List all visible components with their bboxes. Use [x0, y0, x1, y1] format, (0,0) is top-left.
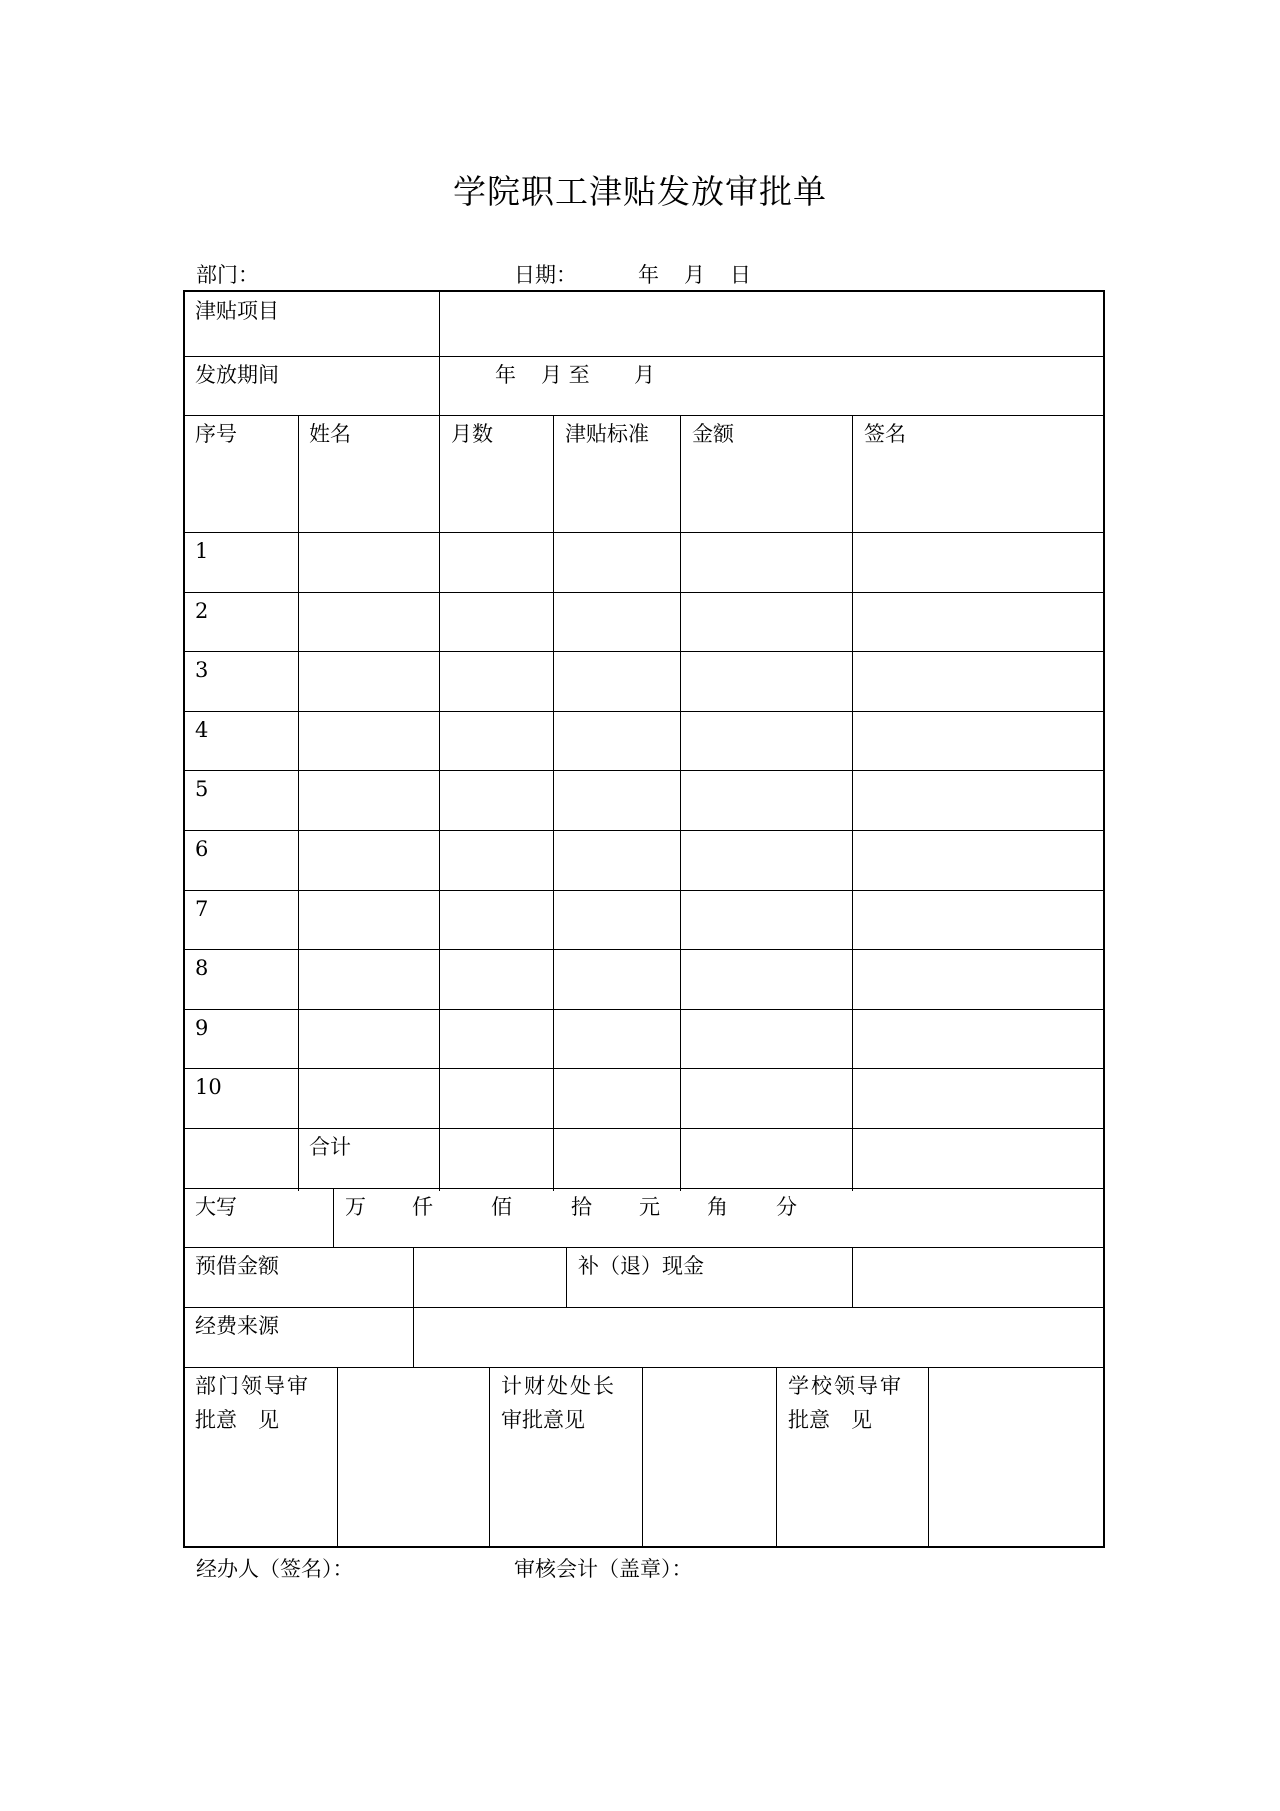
column-header-standard: 津贴标准 [565, 422, 649, 446]
unit-wan: 万 [345, 1195, 366, 1219]
allowance-item-label: 津贴项目 [195, 299, 279, 323]
total-label: 合计 [309, 1135, 351, 1159]
row-number: 5 [195, 777, 209, 801]
funding-source-label: 经费来源 [195, 1314, 279, 1338]
dept-approval-label: 批意 见 [195, 1408, 279, 1432]
refund-cash-label: 补（退）现金 [578, 1254, 704, 1278]
row-number: 3 [195, 658, 209, 682]
handler-signature-label: 经办人（签名）： [196, 1557, 354, 1581]
date-month-label: 月 [684, 263, 705, 287]
column-header-name: 姓名 [309, 422, 351, 446]
column-header-signature: 签名 [864, 422, 906, 446]
column-header-amount: 金额 [692, 422, 734, 446]
row-number: 9 [195, 1016, 209, 1040]
unit-shi: 拾 [571, 1195, 592, 1219]
date-label: 日期： [514, 263, 577, 287]
unit-yuan: 元 [639, 1195, 660, 1219]
row-number: 6 [195, 837, 209, 861]
period-month-to-label: 月 至 [541, 363, 590, 387]
allowance-item-field[interactable] [441, 293, 1101, 355]
period-month-label: 月 [634, 363, 655, 387]
row-number: 4 [195, 718, 209, 742]
row-number: 1 [195, 539, 209, 563]
unit-bai: 佰 [491, 1195, 512, 1219]
form-title: 学院职工津贴发放审批单 [453, 172, 827, 211]
period-label: 发放期间 [195, 363, 279, 387]
department-label: 部门： [196, 263, 259, 287]
unit-jiao: 角 [707, 1195, 728, 1219]
column-header-index: 序号 [195, 422, 237, 446]
finance-approval-label: 计财处处长 [501, 1374, 616, 1398]
auditor-stamp-label: 审核会计（盖章）： [514, 1557, 693, 1581]
approval-form-table [183, 290, 1105, 1548]
unit-qian: 仟 [412, 1195, 433, 1219]
advance-amount-label: 预借金额 [195, 1254, 279, 1278]
unit-fen: 分 [776, 1195, 797, 1219]
finance-approval-label: 审批意见 [501, 1408, 585, 1432]
row-number: 10 [195, 1075, 222, 1099]
period-year-label: 年 [495, 363, 516, 387]
row-number: 7 [195, 897, 209, 921]
date-year-label: 年 [638, 263, 659, 287]
row-number: 8 [195, 956, 209, 980]
row-number: 2 [195, 599, 209, 623]
date-day-label: 日 [730, 263, 751, 287]
dept-approval-label: 部门领导审 [195, 1374, 310, 1398]
school-approval-label: 学校领导审 [788, 1374, 903, 1398]
capital-amount-label: 大写 [195, 1195, 237, 1219]
column-header-months: 月数 [451, 422, 493, 446]
school-approval-label: 批意 见 [788, 1408, 872, 1432]
